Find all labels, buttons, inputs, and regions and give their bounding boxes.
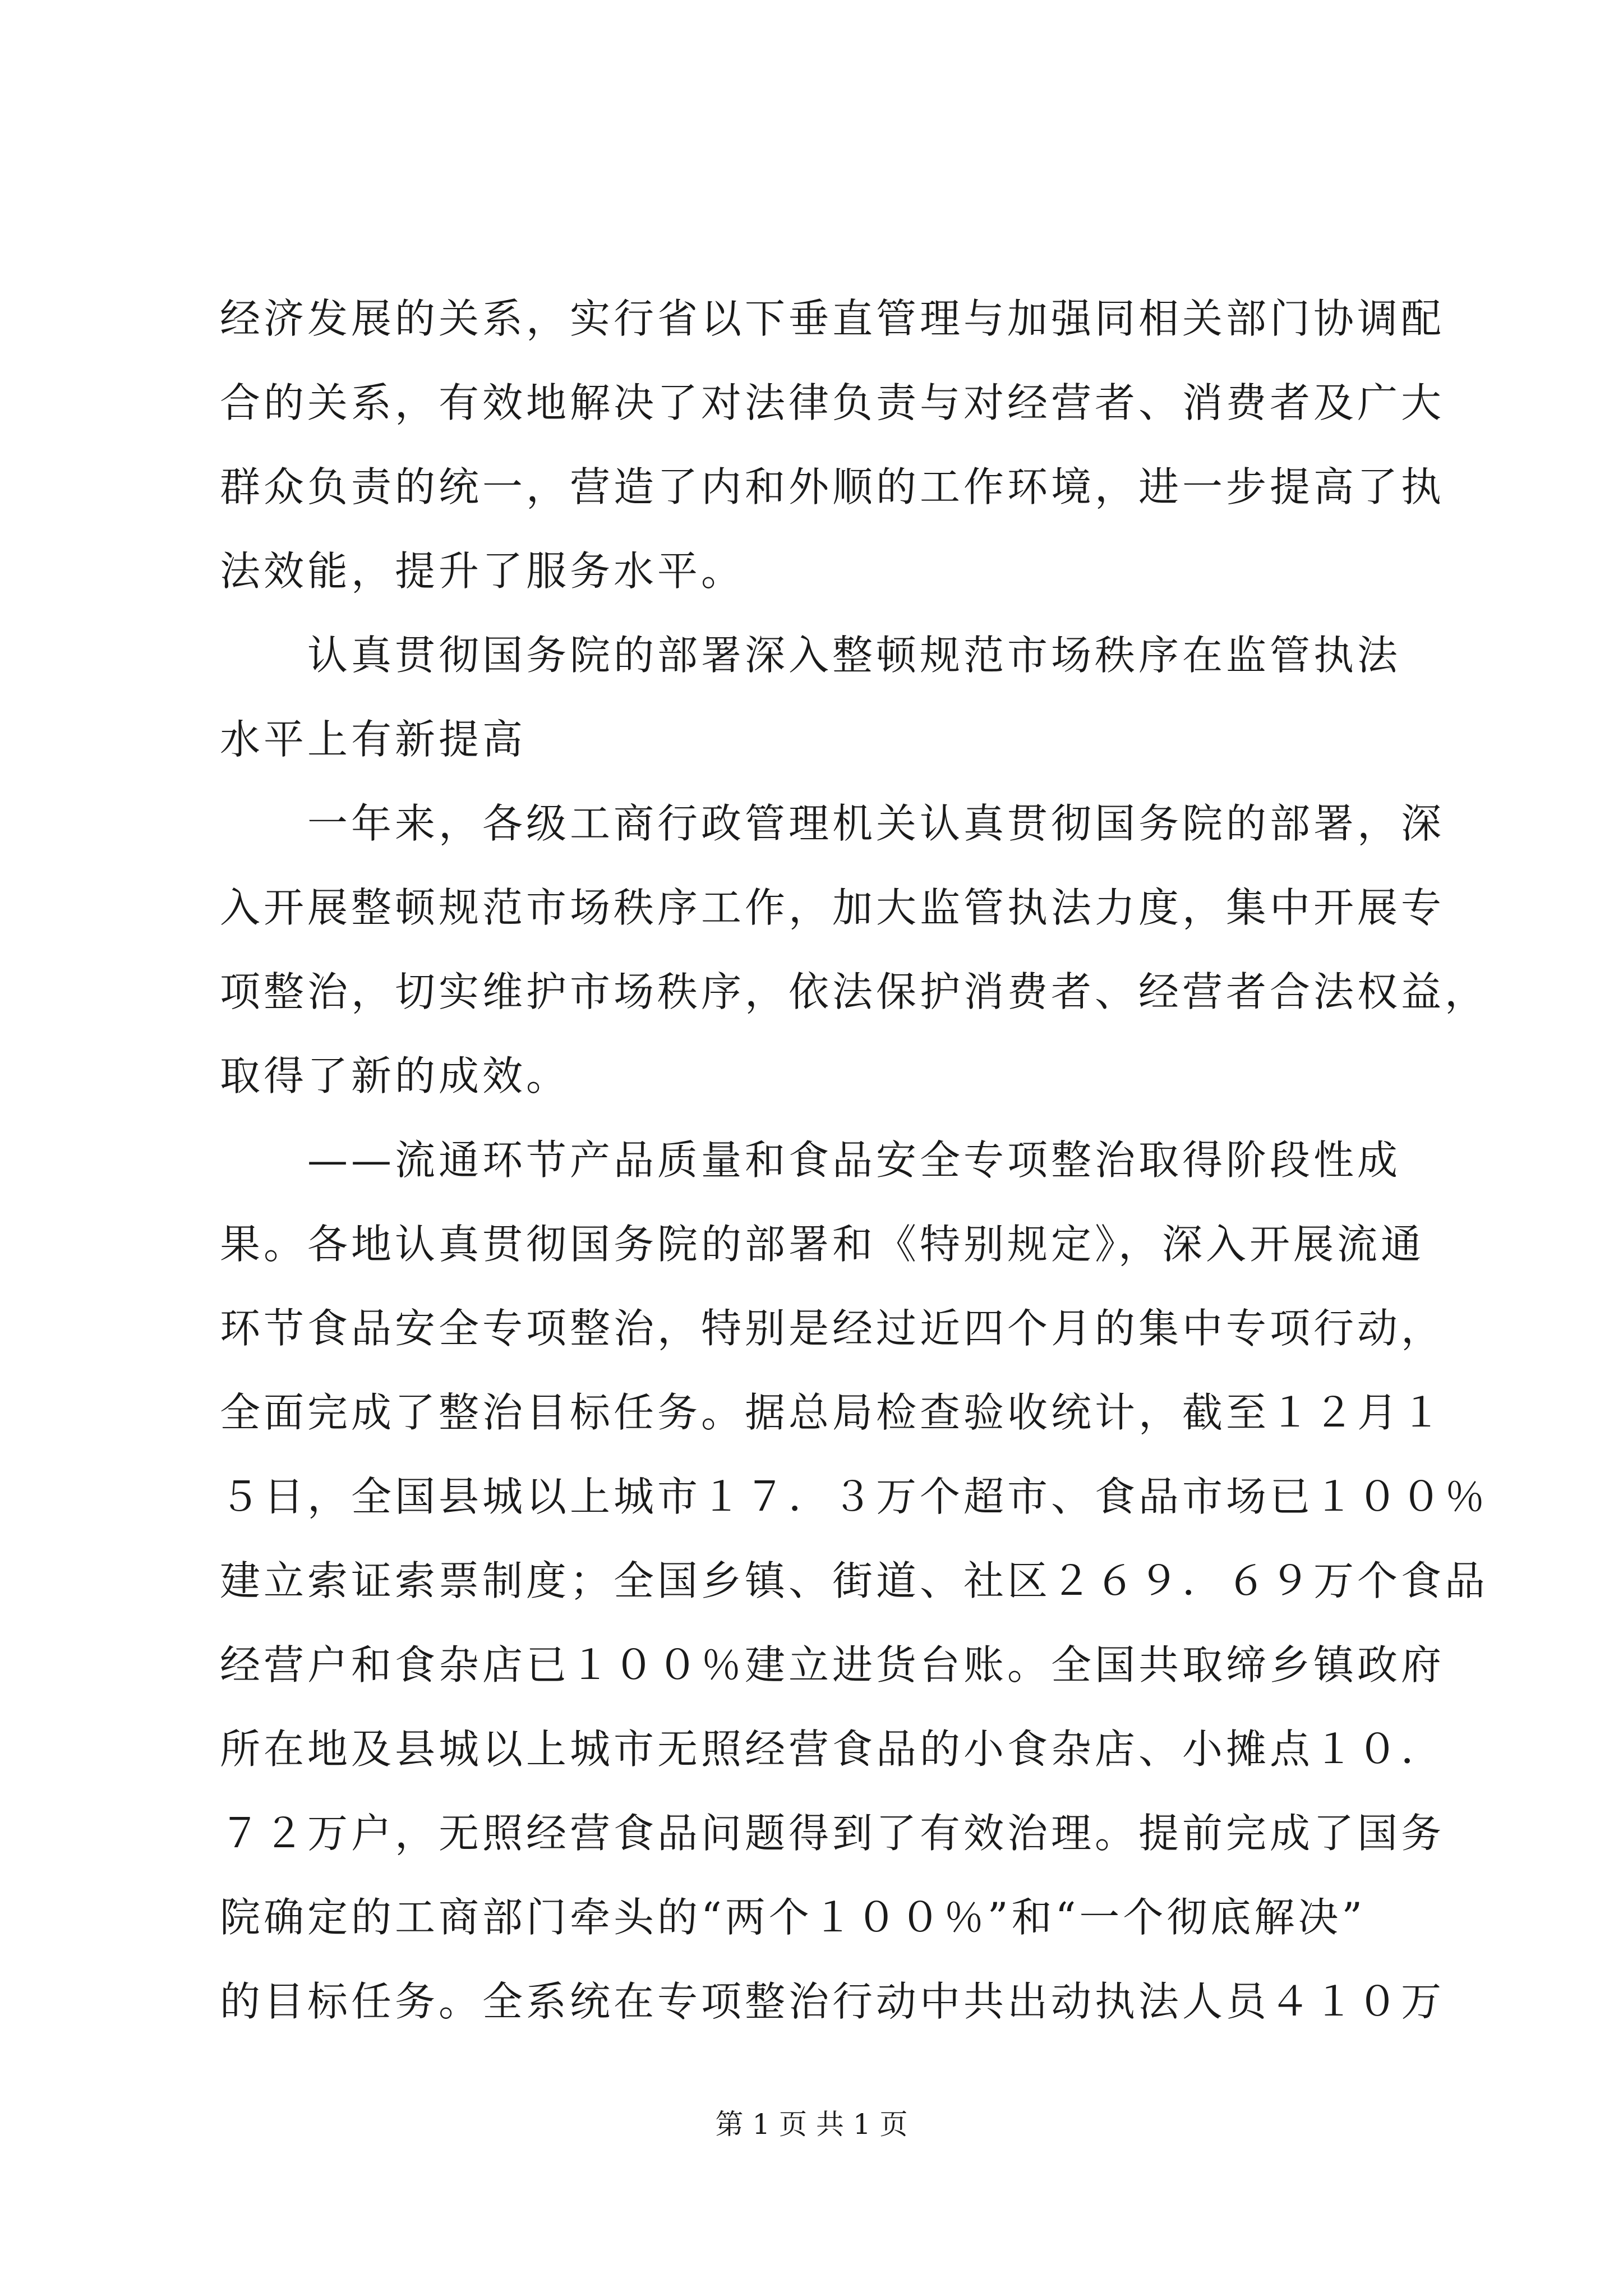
- text-line: 法效能，提升了服务水平。: [220, 547, 745, 595]
- text-line: 一年来，各级工商行政管理机关认真贯彻国务院的部署，深: [220, 800, 1445, 847]
- text-line: 项整治，切实维护市场秩序，依法保护消费者、经营者合法权益，: [220, 968, 1489, 1015]
- section-heading-line: 水平上有新提高: [220, 716, 527, 763]
- text-line: 群众负责的统一，营造了内和外顺的工作环境，进一步提高了执: [220, 463, 1445, 510]
- text-line: ——流通环节产品质量和食品安全专项整治取得阶段性成: [220, 1137, 1401, 1184]
- page-number-footer: 第 1 页 共 1 页: [715, 2108, 908, 2141]
- text-line: ７２万户，无照经营食品问题得到了有效治理。提前完成了国务: [220, 1810, 1445, 1857]
- text-line: 入开展整顿规范市场秩序工作，加大监管执法力度，集中开展专: [220, 884, 1445, 931]
- text-line: 院确定的工商部门牵头的“两个１００％”和“一个彻底解决”: [220, 1894, 1366, 1941]
- text-line: 的目标任务。全系统在专项整治行动中共出动执法人员４１０万: [220, 1978, 1445, 2025]
- text-line: 经济发展的关系，实行省以下垂直管理与加强同相关部门协调配: [220, 295, 1445, 342]
- text-line: 经营户和食杂店已１００％建立进货台账。全国共取缔乡镇政府: [220, 1641, 1445, 1688]
- text-line: 所在地及县城以上城市无照经营食品的小食杂店、小摊点１０．: [220, 1726, 1445, 1773]
- text-line: ５日，全国县城以上城市１７．３万个超市、食品市场已１００％: [220, 1473, 1489, 1520]
- text-line: 果。各地认真贯彻国务院的部署和《特别规定》，深入开展流通: [220, 1221, 1425, 1268]
- text-line: 合的关系，有效地解决了对法律负责与对经营者、消费者及广大: [220, 379, 1445, 426]
- text-line: 环节食品安全专项整治，特别是经过近四个月的集中专项行动，: [220, 1305, 1445, 1352]
- section-heading-line: 认真贯彻国务院的部署深入整顿规范市场秩序在监管执法: [220, 632, 1401, 679]
- text-line: 建立索证索票制度；全国乡镇、街道、社区２６９．６９万个食品: [220, 1557, 1489, 1604]
- text-line: 取得了新的成效。: [220, 1052, 570, 1099]
- text-line: 全面完成了整治目标任务。据总局检查验收统计，截至１２月１: [220, 1389, 1445, 1436]
